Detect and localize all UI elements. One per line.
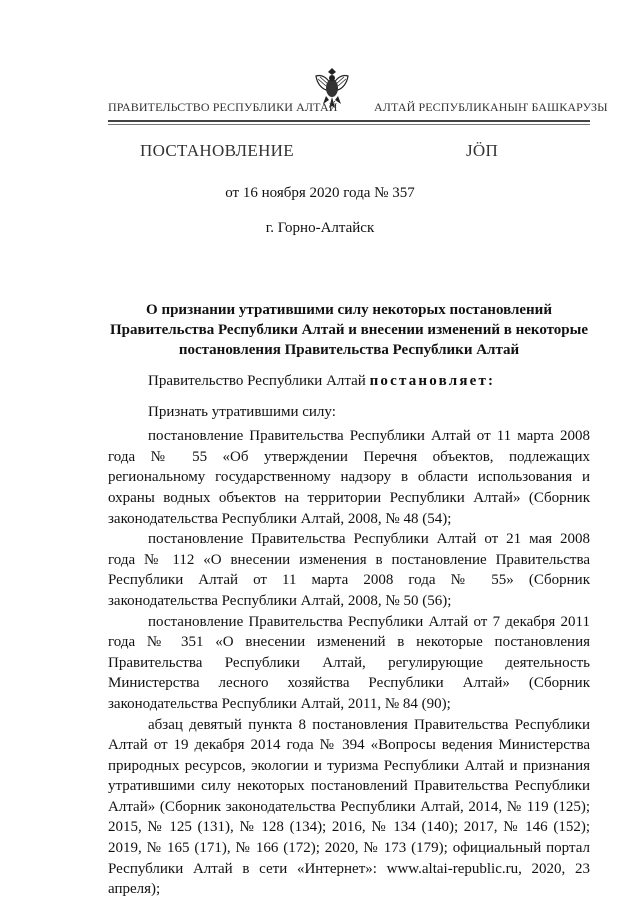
document-body bbox=[108, 371, 590, 900]
government-name-altai: АЛТАЙ РЕСПУБЛИКАНЫҤ БАШКАРУЗЫ bbox=[374, 100, 608, 114]
document-title bbox=[108, 300, 590, 360]
doc-type-russian: ПОСТАНОВЛЕНИЕ bbox=[140, 141, 294, 160]
title-line: Правительства Республики Алтай и внесении изменений в некоторые bbox=[109, 322, 589, 338]
title-line: постановления Правительства Республики Алтай bbox=[178, 342, 520, 358]
document-date-number: от 16 ноября 2020 года № 357 bbox=[225, 185, 415, 201]
decree-text: Правительство Республики Алтай bbox=[148, 373, 370, 389]
decree-line bbox=[108, 371, 590, 392]
body-paragraph: постановление Правительства Республики Алтай от 11 марта 2008 года № 55 «Об утверждении Перечня объектов, подлежащих региональному государственному надзору в области использования и охраны водных объектов на территории Республики Алтай» (Сборник законодательства Республики Алтай, 2008, № 48 (54); bbox=[108, 428, 590, 527]
title-line: О признании утратившими силу некоторых постановлений bbox=[146, 302, 552, 318]
body-paragraph: абзац девятый пункта 8 постановления Правительства Республики Алтай от 19 декабря 2014 года № 394 «Вопросы ведения Министерства природных ресурсов, экологии и туризма Республики Алтай и признания утратившими силу некоторых постановлений Правительства Республики Алтай» (Сборник законодательства Республики Алтай, 2014, № 119 (125); 2015, № 125 (131), № 128 (134); 2016, № 134 (140); 2017, № 146 (152); 2019, № 165 (171), № 166 (172); 2020, № 173 (179); официальный портал Республики Алтай в сети «Интернет»: www.altai-republic.ru, 2020, 23 апреля); bbox=[108, 716, 590, 898]
header-rule-thin bbox=[108, 124, 590, 125]
body-paragraph: постановление Правительства Республики Алтай от 7 декабря 2011 года № 351 «О внесении изменений в некоторые постановления Правительства Республики Алтай, регулирующие деятельность Министерства лесного хозяйства Республики Алтай» (Сборник законодательства Республики Алтай, 2011, № 84 (90); bbox=[108, 613, 590, 712]
document-city: г. Горно-Алтайск bbox=[265, 220, 375, 236]
header-rule-thick bbox=[108, 120, 590, 122]
doc-type-altai: ЈӦП bbox=[466, 141, 499, 160]
intro-paragraph: Признать утратившими силу: bbox=[148, 403, 336, 420]
body-paragraph: постановление Правительства Республики Алтай от 21 мая 2008 года № 112 «О внесении изменения в постановление Правительства Республики Алтай от 11 марта 2008 года № 55» (Сборник законодательства Республики Алтай, 2008, № 50 (56); bbox=[108, 531, 590, 609]
government-name-russian: ПРАВИТЕЛЬСТВО РЕСПУБЛИКИ АЛТАЙ bbox=[108, 100, 338, 114]
decree-keyword: постановляет: bbox=[369, 373, 496, 389]
